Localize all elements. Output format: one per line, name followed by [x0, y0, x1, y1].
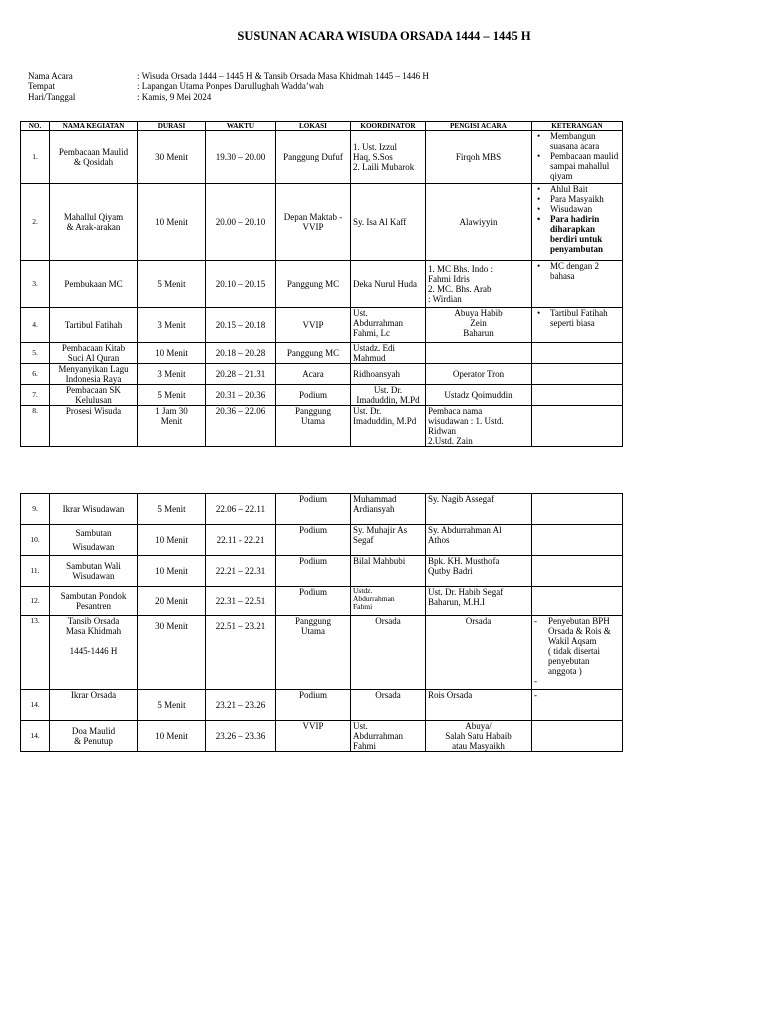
table-row [21, 556, 623, 587]
cell-durasi: 10 Menit [138, 184, 206, 261]
cell-durasi: 5 Menit [138, 261, 206, 308]
cell-waktu: 20.15 – 20.18 [206, 308, 276, 343]
cell-koordinator: Orsada [351, 616, 426, 690]
cell-durasi: 3 Menit [138, 364, 206, 385]
cell-no: 8. [21, 406, 50, 447]
cell-kegiatan: Pembacaan Maulid & Qosidah [50, 131, 138, 184]
cell-waktu: 23.26 – 23.36 [206, 721, 276, 752]
cell-koordinator: Ust. Abdurrahman Fahmi, Lc [351, 308, 426, 343]
table-row [21, 364, 623, 385]
cell-lokasi: Panggung Utama [276, 616, 351, 690]
table-row [21, 184, 623, 261]
cell-lokasi: Podium [276, 587, 351, 616]
cell-koordinator: Bilal Mahbubi [351, 556, 426, 587]
cell-lokasi: Podium [276, 385, 351, 406]
cell-pengisi: Abuya Habib Zein Baharun [426, 308, 532, 343]
cell-waktu: 20.18 – 20.28 [206, 343, 276, 364]
cell-pengisi: Rois Orsada [426, 690, 532, 721]
cell-no: 1. [21, 131, 50, 184]
cell-waktu: 20.31 – 20.36 [206, 385, 276, 406]
cell-keterangan [532, 308, 623, 343]
header-no: NO. [21, 122, 50, 131]
keterangan-dash: - [534, 676, 537, 686]
cell-pengisi: Bpk. KH. Musthofa Qutby Badri [426, 556, 532, 587]
keterangan-item: • Pembacaan maulid sampai mahallul qiyam [550, 151, 620, 181]
cell-waktu: 22.06 – 22.11 [206, 494, 276, 525]
cell-lokasi: Depan Maktab - VVIP [276, 184, 351, 261]
cell-keterangan [532, 184, 623, 261]
cell-koordinator: Ust. Dr. Imaduddin, M.Pd [351, 406, 426, 447]
cell-koordinator: Sy. Muhajir As Segaf [351, 525, 426, 556]
keterangan-list [534, 131, 620, 181]
cell-pengisi: Ust. Dr. Habib Segaf Baharun, M.H.I [426, 587, 532, 616]
cell-koordinator: Ust. Abdurrahman Fahmi [351, 721, 426, 752]
cell-kegiatan: Pembukaan MC [50, 261, 138, 308]
cell-durasi: 1 Jam 30 Menit [138, 406, 206, 447]
cell-pengisi: Alawiyyin [426, 184, 532, 261]
cell-koordinator: Sy. Isa Al Kaff [351, 184, 426, 261]
cell-durasi: 10 Menit [138, 556, 206, 587]
cell-kegiatan: Tartibul Fatihah [50, 308, 138, 343]
cell-koordinator: Ustdz. Abdurrahman Fahmi [351, 587, 426, 616]
cell-kegiatan: Mahallul Qiyam & Arak-arakan [50, 184, 138, 261]
cell-pengisi: Orsada [426, 616, 532, 690]
cell-kegiatan: Doa Maulid & Penutup [50, 721, 138, 752]
table-row [21, 343, 623, 364]
cell-durasi: 30 Menit [138, 131, 206, 184]
keterangan-list [534, 184, 620, 254]
info-value: : Wisuda Orsada 1444 – 1445 H & Tansib Orsada Masa Khidmah 1445 – 1446 H [137, 71, 429, 81]
keterangan-item: - Penyebutan BPH Orsada & Rois & Wakil Aqsam ( tidak disertai penyebutan anggota ) [548, 616, 620, 676]
keterangan-list [534, 261, 620, 281]
cell-koordinator: Ustadz. Edi Mahmud [351, 343, 426, 364]
cell-kegiatan: Pembacaan Kitab Suci Al Quran [50, 343, 138, 364]
keterangan-list [534, 616, 620, 676]
cell-waktu: 20.36 – 22.06 [206, 406, 276, 447]
table-row [21, 587, 623, 616]
cell-pengisi: 1. MC Bhs. Indo : Fahmi Idris 2. MC. Bhs. Arab : Wirdian [426, 261, 532, 308]
cell-no: 7. [21, 385, 50, 406]
cell-durasi: 5 Menit [138, 494, 206, 525]
info-value: : Lapangan Utama Ponpes Darullughah Wadda’wah [137, 81, 324, 92]
cell-lokasi: VVIP [276, 721, 351, 752]
cell-waktu: 20.00 – 20.10 [206, 184, 276, 261]
cell-kegiatan: Menyanyikan Lagu Indonesia Raya [50, 364, 138, 385]
info-label: Hari/Tanggal [28, 91, 76, 102]
cell-pengisi: Operator Tron [426, 364, 532, 385]
cell-no: 2. [21, 184, 50, 261]
keterangan-item: • Para Masyaikh [550, 194, 620, 204]
cell-keterangan [532, 721, 623, 752]
info-row-tempat [28, 81, 429, 91]
header-durasi: DURASI [138, 122, 206, 131]
cell-kegiatan: Prosesi Wisuda [50, 406, 138, 447]
table-row [21, 616, 623, 690]
cell-lokasi: Podium [276, 690, 351, 721]
cell-durasi: 3 Menit [138, 308, 206, 343]
info-label: Tempat [28, 81, 55, 92]
cell-kegiatan: Pembacaan SK Kelulusan [50, 385, 138, 406]
cell-pengisi [426, 343, 532, 364]
cell-keterangan [532, 525, 623, 556]
cell-kegiatan: Sambutan Pondok Pesantren [50, 587, 138, 616]
cell-keterangan [532, 616, 623, 690]
cell-keterangan: - [532, 690, 623, 721]
cell-koordinator: Orsada [351, 690, 426, 721]
keterangan-item: • Ahlul Bait [550, 184, 620, 194]
table-row [21, 525, 623, 556]
keterangan-list [534, 308, 620, 328]
keterangan-item: • Tartibul Fatihah seperti biasa [550, 308, 620, 328]
header-pengisi-acara: PENGISI ACARA [426, 122, 532, 131]
schedule-table-2 [20, 493, 623, 752]
event-info [28, 71, 429, 102]
cell-keterangan [532, 406, 623, 447]
schedule-table-1 [20, 121, 623, 447]
cell-pengisi: Pembaca nama wisudawan : 1. Ustd. Ridwan 2.Ustd. Zain [426, 406, 532, 447]
cell-no: 3. [21, 261, 50, 308]
cell-keterangan [532, 131, 623, 184]
cell-keterangan [532, 261, 623, 308]
keterangan-item: • MC dengan 2 bahasa [550, 261, 620, 281]
cell-kegiatan: Ikrar Wisudawan [50, 494, 138, 525]
cell-keterangan [532, 343, 623, 364]
cell-no: 14. [21, 721, 50, 752]
cell-keterangan [532, 364, 623, 385]
cell-pengisi: Sy. Abdurrahman Al Athos [426, 525, 532, 556]
cell-lokasi: Panggung MC [276, 261, 351, 308]
keterangan-item: • Para hadirin diharapkan berdiri untuk penyambutan [550, 214, 620, 254]
header-lokasi: LOKASI [276, 122, 351, 131]
table-row [21, 308, 623, 343]
cell-lokasi: Panggung Dufuf [276, 131, 351, 184]
header-nama-kegiatan: NAMA KEGIATAN [50, 122, 138, 131]
cell-lokasi: Acara [276, 364, 351, 385]
table-row [21, 385, 623, 406]
cell-lokasi: Podium [276, 525, 351, 556]
cell-lokasi: VVIP [276, 308, 351, 343]
keterangan-item: • Wisudawan [550, 204, 620, 214]
table-header-row [21, 122, 623, 131]
cell-keterangan [532, 556, 623, 587]
cell-durasi: 5 Menit [138, 385, 206, 406]
cell-koordinator: 1. Ust. Izzul Haq, S.Sos 2. Laili Mubarok [351, 131, 426, 184]
cell-koordinator: Deka Nurul Huda [351, 261, 426, 308]
cell-no: 5. [21, 343, 50, 364]
cell-no: 14. [21, 690, 50, 721]
cell-durasi: 10 Menit [138, 721, 206, 752]
cell-no: 9. [21, 494, 50, 525]
table-row [21, 721, 623, 752]
header-keterangan: KETERANGAN [532, 122, 623, 131]
cell-koordinator: Ridhoansyah [351, 364, 426, 385]
cell-kegiatan: Sambutan Wisudawan [50, 525, 138, 556]
cell-koordinator: Muhammad Ardiansyah [351, 494, 426, 525]
cell-durasi: 10 Menit [138, 525, 206, 556]
cell-waktu: 20.28 – 21.31 [206, 364, 276, 385]
cell-no: 12. [21, 587, 50, 616]
cell-no: 6. [21, 364, 50, 385]
cell-durasi: 30 Menit [138, 616, 206, 690]
table-row [21, 494, 623, 525]
header-koordinator: KOORDINATOR [351, 122, 426, 131]
cell-no: 10. [21, 525, 50, 556]
cell-no: 13. [21, 616, 50, 690]
cell-durasi: 20 Menit [138, 587, 206, 616]
cell-kegiatan: Ikrar Orsada [50, 690, 138, 721]
keterangan-item: • Membangun suasana acara [550, 131, 620, 151]
info-row-nama-acara [28, 71, 429, 81]
header-waktu: WAKTU [206, 122, 276, 131]
cell-waktu: 22.31 – 22.51 [206, 587, 276, 616]
cell-waktu: 23.21 – 23.26 [206, 690, 276, 721]
info-label: Nama Acara [28, 71, 73, 81]
cell-no: 11. [21, 556, 50, 587]
cell-waktu: 20.10 – 20.15 [206, 261, 276, 308]
table-row [21, 261, 623, 308]
cell-pengisi: Sy. Nagib Assegaf [426, 494, 532, 525]
table-row [21, 131, 623, 184]
cell-waktu: 22.21 – 22.31 [206, 556, 276, 587]
cell-waktu: 22.11 - 22.21 [206, 525, 276, 556]
cell-pengisi: Firqoh MBS [426, 131, 532, 184]
cell-lokasi: Panggung MC [276, 343, 351, 364]
info-value: : Kamis, 9 Mei 2024 [137, 91, 212, 102]
cell-kegiatan: Sambutan Wali Wisudawan [50, 556, 138, 587]
table-row [21, 406, 623, 447]
cell-durasi: 10 Menit [138, 343, 206, 364]
cell-durasi: 5 Menit [138, 690, 206, 721]
cell-no: 4. [21, 308, 50, 343]
cell-lokasi: Panggung Utama [276, 406, 351, 447]
info-row-hari-tanggal [28, 92, 429, 102]
cell-waktu: 22.51 – 23.21 [206, 616, 276, 690]
cell-koordinator: Ust. Dr. Imaduddin, M.Pd [351, 385, 426, 406]
cell-pengisi: Ustadz Qoimuddin [426, 385, 532, 406]
cell-keterangan [532, 494, 623, 525]
cell-keterangan [532, 385, 623, 406]
cell-keterangan [532, 587, 623, 616]
table-row [21, 690, 623, 721]
cell-lokasi: Podium [276, 556, 351, 587]
cell-lokasi: Podium [276, 494, 351, 525]
document-title: SUSUNAN ACARA WISUDA ORSADA 1444 – 1445 H [237, 29, 531, 43]
cell-kegiatan: Tansib Orsada Masa Khidmah 1445-1446 H [50, 616, 138, 690]
cell-waktu: 19.30 – 20.00 [206, 131, 276, 184]
cell-pengisi: Abuya/ Salah Satu Habaib atau Masyaikh [426, 721, 532, 752]
